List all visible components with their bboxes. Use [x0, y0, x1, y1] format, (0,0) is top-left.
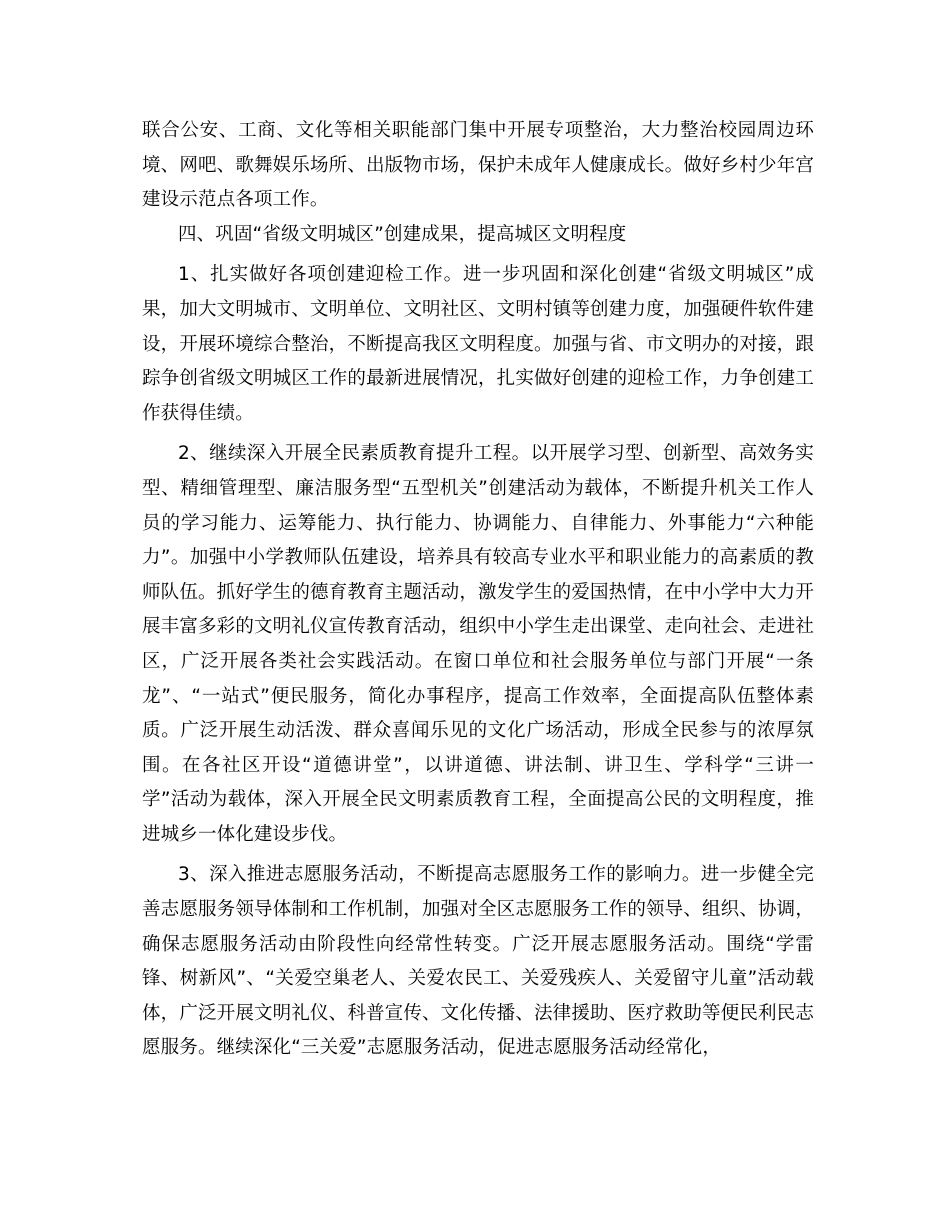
body-paragraph-continuation: 联合公安、工商、文化等相关职能部门集中开展专项整治，大力整治校园周边环境、网吧、歌舞娱乐场所、出版物市场，保护未成年人健康成长。做好乡村少年宫建设示范点各项工作。: [142, 120, 814, 211]
body-paragraph-item-3: 3、深入推进志愿服务活动，不断提高志愿服务工作的影响力。进一步健全完善志愿服务领导体制和工作机制，加强对全区志愿服务工作的领导、组织、协调，确保志愿服务活动由阶段性向经常性转变。广泛开展志愿服务活动。围绕“学雷锋、树新风”、“关爱空巢老人、关爱农民工、关爱残疾人、关爱留守儿童”活动载体，广泛开展文明礼仪、科普宣传、文化传播、法律援助、医疗救助等便民利民志愿服务。继续深化“三关爱”志愿服务活动，促进志愿服务活动经常化，: [142, 864, 814, 1059]
body-paragraph-item-2: 2、继续深入开展全民素质教育提升工程。以开展学习型、创新型、高效务实型、精细管理型、廉洁服务型“五型机关”创建活动为载体，不断提升机关工作人员的学习能力、运筹能力、执行能力、协调能力、自律能力、外事能力“六种能力”。加强中小学教师队伍建设，培养具有较高专业水平和职业能力的高素质的教师队伍。抓好学生的德育教育主题活动，激发学生的爱国热情，在中小学中大力开展丰富多彩的文明礼仪宣传教育活动，组织中小学生走出课堂、走向社会、走进社区，广泛开展各类社会实践活动。在窗口单位和社会服务单位与部门开展“一条龙”、“一站式”便民服务，简化办事程序，提高工作效率，全面提高队伍整体素质。广泛开展生动活泼、群众喜闻乐见的文化广场活动，形成全民参与的浓厚氛围。在各社区开设“道德讲堂”，以讲道德、讲法制、讲卫生、学科学“三讲一学”活动为载体，深入开展全民文明素质教育工程，全面提高公民的文明程度，推进城乡一体化建设步伐。: [142, 443, 814, 845]
document-page: [142, 114, 814, 1066]
section-heading: 四、巩固“省级文明城区”创建成果，提高城区文明程度: [178, 223, 627, 245]
body-paragraph-item-1: 1、扎实做好各项创建迎检工作。进一步巩固和深化创建“省级文明城区”成果，加大文明城市、文明单位、文明社区、文明村镇等创建力度，加强硬件软件建设，开展环境综合整治，不断提高我区文明程度。加强与省、市文明办的对接，跟踪争创省级文明城区工作的最新进展情况，扎实做好创建的迎检工作，力争创建工作获得佳绩。: [142, 264, 814, 424]
